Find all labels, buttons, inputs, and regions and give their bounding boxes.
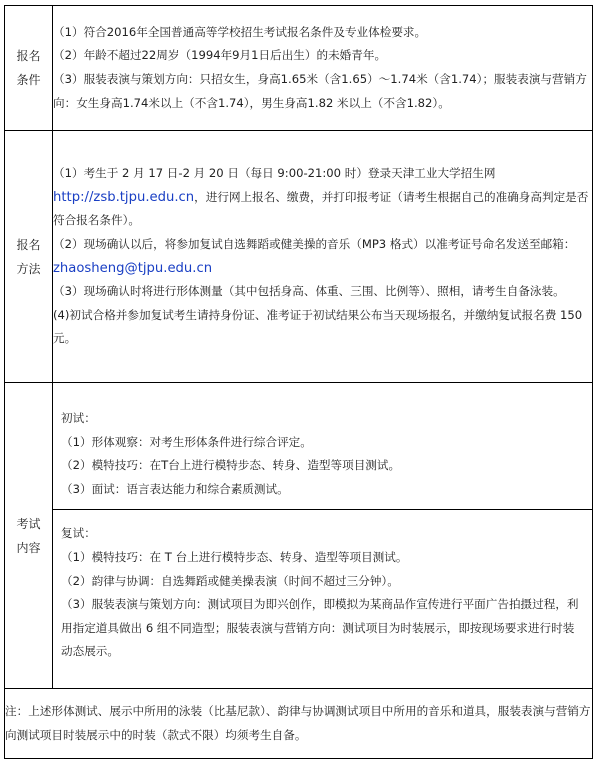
retest-item-3: （3）服装表演与策划方向：测试项目为即兴创作，即模拟为某商品作宣传进行平面广告拍摄过程，利用指定道具做出 6 组不同造型；服装表演与营销方向：测试项目为时装展示，即按现场要求进行时装动态展示。	[61, 597, 579, 659]
retest-heading: 复试：	[61, 526, 96, 541]
label-conditions-line2: 条件	[16, 73, 41, 87]
retest-item-2: （2）韵律与协调：自选舞蹈或健美操表演（时间不超过三分钟）。	[61, 573, 399, 588]
label-conditions-line1: 报名	[16, 49, 41, 63]
exam-content	[53, 383, 593, 689]
method-content	[53, 131, 593, 383]
method-item-4: (4)初试合格并参加复试考生请持身份证、准考证于初试结果公布当天现场报名，并缴纳复试报名费 150 元。	[53, 307, 583, 346]
admission-email-link[interactable]: zhaosheng@tjpu.edu.cn	[53, 260, 213, 276]
condition-item-2: （2）年龄不超过22周岁（1994年9月1日后出生）的未婚青年。	[53, 48, 387, 63]
label-method	[5, 131, 53, 383]
conditions-content	[53, 6, 593, 131]
row-note	[5, 689, 593, 759]
retest-item-1: （1）模特技巧：在 T 台上进行模特步态、转身、造型等项目测试。	[61, 550, 408, 564]
label-method-line2: 方法	[16, 261, 41, 276]
retest-section	[53, 509, 592, 672]
initial-exam-heading: 初试：	[61, 411, 96, 426]
label-method-line1: 报名	[16, 237, 41, 252]
initial-exam-item-1: （1）形体观察：对考生形体条件进行综合评定。	[61, 434, 312, 449]
initial-exam-item-3: （3）面试：语言表达能力和综合素质测试。	[61, 481, 289, 496]
condition-item-3: （3）服装表演与策划方向：只招女生，身高1.65米（含1.65）～1.74米（含1.74）；服装表演与营销方向：女生身高1.74米以上（不含1.74），男生身高1.82 米以上（不含1.82）。	[53, 72, 587, 110]
initial-exam-section	[53, 399, 592, 509]
method-item-2-text: （2）现场确认以后，将参加复试自选舞蹈或健美操的音乐（MP3 格式）以准考证号命名发送至邮箱：	[53, 236, 576, 251]
method-item-1	[53, 162, 592, 233]
label-exam-line2: 内容	[16, 540, 41, 555]
admission-website-link[interactable]: http://zsb.tjpu.edu.cn	[53, 189, 195, 205]
admission-table	[4, 5, 593, 759]
row-method	[5, 131, 593, 383]
label-conditions	[5, 6, 53, 131]
condition-item-1: （1）符合2016年全国普通高等学校招生考试报名条件及专业体检要求。	[53, 24, 427, 39]
method-item-3: （3）现场确认时将进行形体测量（其中包括身高、体重、三围、比例等）、照相，请考生自备泳装。	[53, 284, 565, 299]
method-item-1-rest: ，进行网上报名、缴费，并打印报考证（请考生根据自己的准确身高判定是否符合报名条件）。	[53, 189, 589, 228]
note-text: 注：上述形体测试、展示中所用的泳装（比基尼款）、韵律与协调测试项目中所用的音乐和道具，服装表演与营销方向测试项目时装展示中的时装（款式不限）均须考生自备。	[5, 703, 591, 742]
row-conditions	[5, 6, 593, 131]
note-content	[5, 689, 593, 759]
initial-exam-item-2: （2）模特技巧：在T台上进行模特步态、转身、造型等项目测试。	[61, 458, 401, 473]
method-item-1-text: （1）考生于 2 月 17 日-2 月 20 日（每日 9:00-21:00 时）登录天津工业大学招生网	[53, 166, 496, 181]
label-exam	[5, 383, 53, 689]
label-exam-line1: 考试	[16, 516, 41, 531]
row-exam	[5, 383, 593, 689]
method-item-2	[53, 233, 592, 280]
